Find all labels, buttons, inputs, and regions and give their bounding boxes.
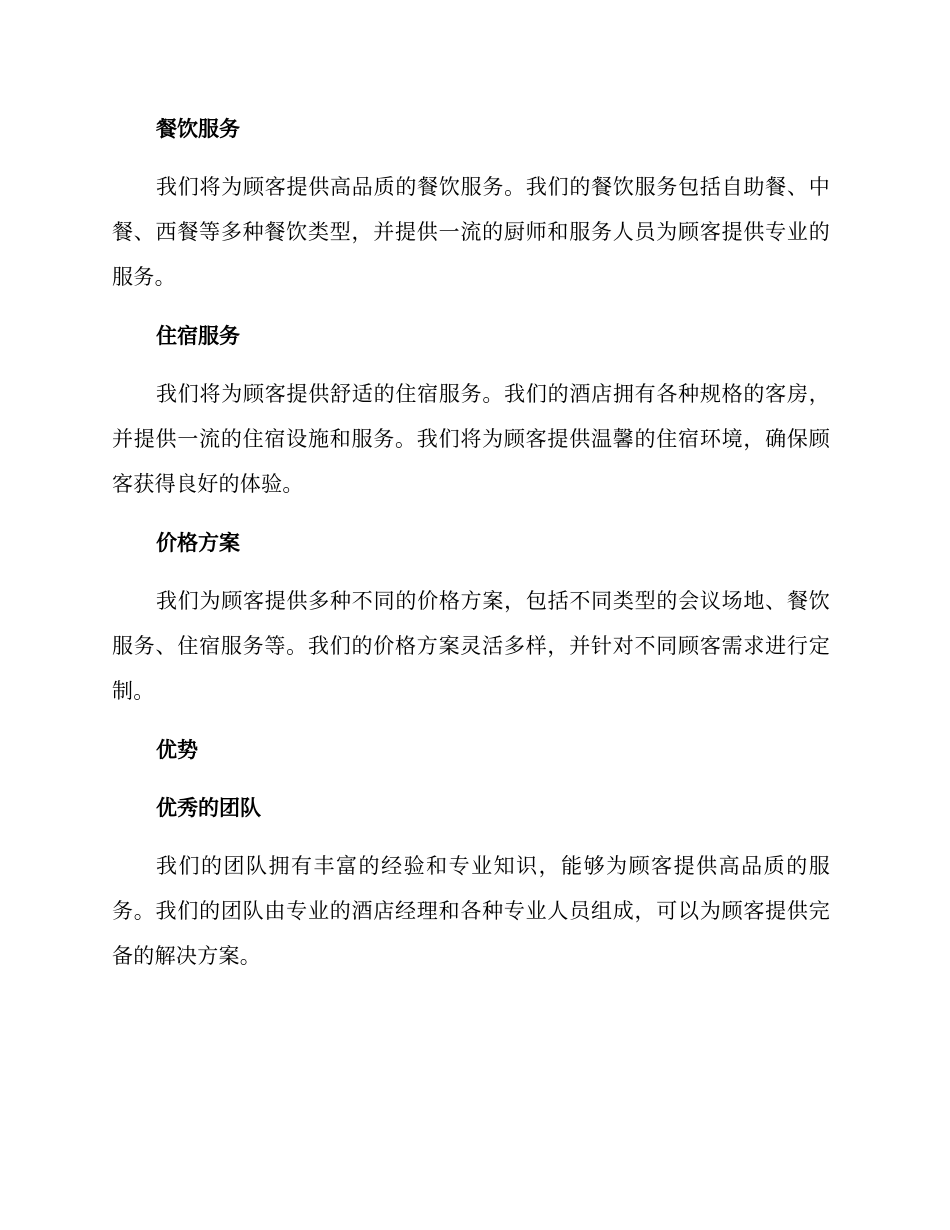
- paragraph-catering: 我们将为顾客提供高品质的餐饮服务。我们的餐饮服务包括自助餐、中餐、西餐等多种餐饮类型，并提供一流的厨师和服务人员为顾客提供专业的服务。: [112, 175, 830, 289]
- heading-pricing: 价格方案: [156, 531, 240, 555]
- paragraph-accommodation: 我们将为顾客提供舒适的住宿服务。我们的酒店拥有各种规格的客房，并提供一流的住宿设施和服务。我们将为顾客提供温馨的住宿环境，确保顾客获得良好的体验。: [112, 382, 830, 496]
- heading-team: 优秀的团队: [156, 796, 261, 820]
- document-content: [112, 107, 830, 979]
- heading-catering: 餐饮服务: [156, 117, 240, 141]
- paragraph-pricing: 我们为顾客提供多种不同的价格方案，包括不同类型的会议场地、餐饮服务、住宿服务等。我们的价格方案灵活多样，并针对不同顾客需求进行定制。: [112, 589, 830, 703]
- heading-accommodation: 住宿服务: [156, 324, 240, 348]
- heading-advantages: 优势: [156, 738, 198, 762]
- paragraph-team: 我们的团队拥有丰富的经验和专业知识，能够为顾客提供高品质的服务。我们的团队由专业的酒店经理和各种专业人员组成，可以为顾客提供完备的解决方案。: [112, 854, 830, 968]
